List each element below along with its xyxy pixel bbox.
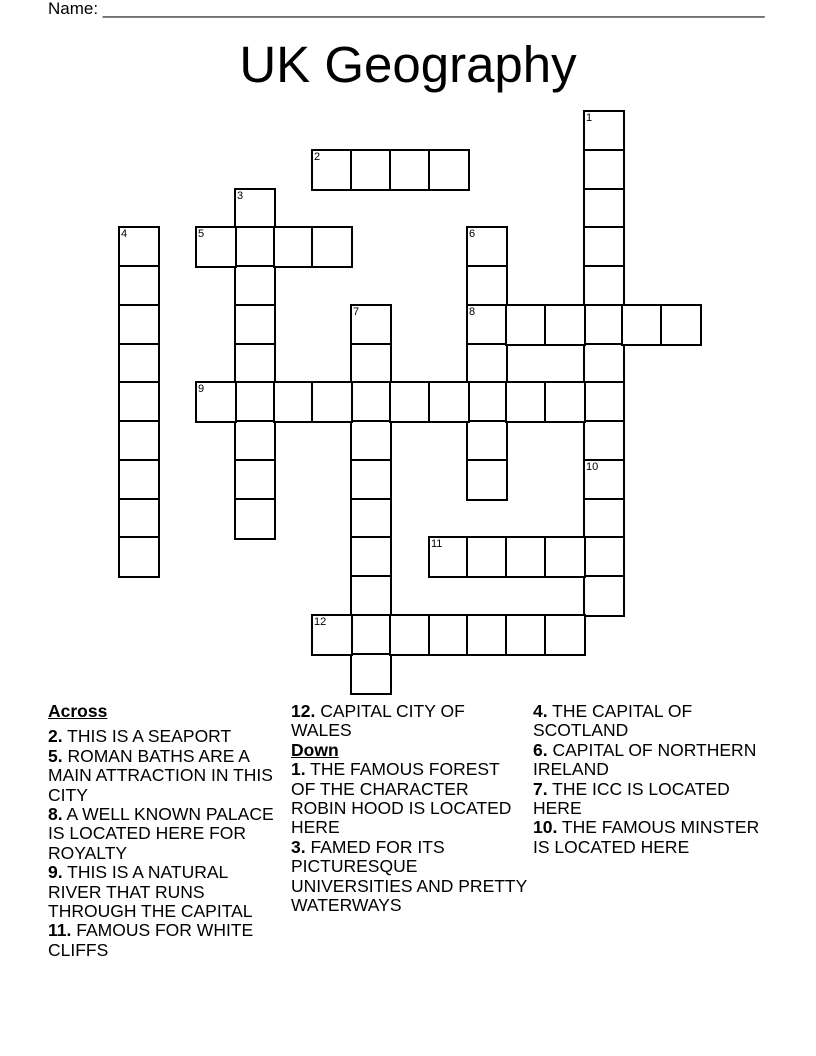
clue-number: 10. xyxy=(533,817,558,838)
across-heading: Across xyxy=(48,701,108,721)
grid-cell[interactable] xyxy=(195,381,237,423)
clue-number: 3. xyxy=(291,836,306,857)
grid-cell[interactable] xyxy=(428,614,470,656)
clue-across-9 xyxy=(48,863,284,921)
grid-cell[interactable] xyxy=(350,420,392,462)
grid-cell[interactable] xyxy=(234,188,276,230)
grid-cell[interactable] xyxy=(466,226,508,268)
grid-cell[interactable] xyxy=(583,498,625,540)
grid-cell[interactable] xyxy=(466,420,508,462)
clue-text: THE CAPITAL OF SCOTLAND xyxy=(533,701,693,741)
grid-cell[interactable] xyxy=(583,343,625,385)
cell-number: 12 xyxy=(314,616,327,628)
grid-cell[interactable] xyxy=(544,614,586,656)
name-blank-line[interactable]: ______________________________________________________________________ xyxy=(102,0,765,18)
clue-text: A WELL KNOWN PALACE IS LOCATED HERE FOR ROYALTY xyxy=(48,804,274,863)
grid-cell[interactable] xyxy=(118,420,160,462)
grid-cell[interactable] xyxy=(428,536,470,578)
grid-cell[interactable] xyxy=(466,381,508,423)
clue-text: THIS IS A SEAPORT xyxy=(62,726,232,747)
grid-cell[interactable] xyxy=(234,459,276,501)
grid-cell[interactable] xyxy=(466,304,508,346)
grid-cell[interactable] xyxy=(544,381,586,423)
grid-cell[interactable] xyxy=(118,265,160,307)
grid-cell[interactable] xyxy=(118,381,160,423)
grid-cell[interactable] xyxy=(234,498,276,540)
grid-cell[interactable] xyxy=(234,226,276,268)
grid-cell[interactable] xyxy=(428,381,470,423)
grid-cell[interactable] xyxy=(273,381,315,423)
cell-number: 8 xyxy=(469,306,476,318)
clue-text: CAPITAL CITY OF WALES xyxy=(291,701,465,741)
cell-number: 11 xyxy=(431,538,443,550)
grid-cell[interactable] xyxy=(350,304,392,346)
cell-number: 4 xyxy=(121,228,128,240)
grid-cell[interactable] xyxy=(234,343,276,385)
grid-cell[interactable] xyxy=(583,459,625,501)
grid-cell[interactable] xyxy=(583,149,625,191)
clue-column-3 xyxy=(533,702,769,857)
clue-text: THE FAMOUS FOREST OF THE CHARACTER ROBIN HOOD IS LOCATED HERE xyxy=(291,759,512,838)
grid-cell[interactable] xyxy=(273,226,315,268)
grid-cell[interactable] xyxy=(583,226,625,268)
grid-cell[interactable] xyxy=(118,304,160,346)
grid-cell[interactable] xyxy=(350,149,392,191)
clue-across-11 xyxy=(48,921,284,960)
grid-cell[interactable] xyxy=(234,420,276,462)
grid-cell[interactable] xyxy=(583,304,625,346)
grid-cell[interactable] xyxy=(466,459,508,501)
cell-number: 3 xyxy=(237,190,244,202)
grid-cell[interactable] xyxy=(350,653,392,695)
clue-number: 11. xyxy=(48,920,72,941)
grid-cell[interactable] xyxy=(234,381,276,423)
clue-column-2 xyxy=(291,702,527,915)
grid-cell[interactable] xyxy=(118,536,160,578)
grid-cell[interactable] xyxy=(195,226,237,268)
cell-number: 1 xyxy=(586,112,593,124)
grid-cell[interactable] xyxy=(311,381,353,423)
clue-text: FAMOUS FOR WHITE CLIFFS xyxy=(48,920,254,960)
clue-number: 12. xyxy=(291,701,316,721)
clue-text: FAMED FOR ITS PICTURESQUE UNIVERSITIES AND PRETTY WATERWAYS xyxy=(291,836,527,916)
grid-cell[interactable] xyxy=(311,614,353,656)
clue-text: THE ICC IS LOCATED HERE xyxy=(533,778,730,819)
grid-cell[interactable] xyxy=(428,149,470,191)
grid-cell[interactable] xyxy=(466,265,508,307)
clue-down-7 xyxy=(533,780,769,819)
clue-down-4 xyxy=(533,702,769,741)
grid-cell[interactable] xyxy=(389,381,431,423)
clue-down-3 xyxy=(291,838,527,916)
clue-down-10 xyxy=(533,818,769,857)
page-title: UK Geography xyxy=(239,36,577,93)
clue-number: 4. xyxy=(533,701,548,721)
clue-number: 8. xyxy=(48,804,63,825)
clue-number: 6. xyxy=(533,739,548,760)
grid-cell[interactable] xyxy=(466,536,508,578)
grid-cell[interactable] xyxy=(118,459,160,501)
grid-cell[interactable] xyxy=(350,459,392,501)
grid-cell[interactable] xyxy=(583,420,625,462)
grid-cell[interactable] xyxy=(350,343,392,385)
grid-cell[interactable] xyxy=(118,498,160,540)
grid-cell[interactable] xyxy=(505,614,547,656)
cell-number: 10 xyxy=(586,461,599,473)
cell-number: 6 xyxy=(469,228,476,240)
name-field[interactable] xyxy=(48,0,765,18)
grid-cell[interactable] xyxy=(118,343,160,385)
clue-number: 7. xyxy=(533,778,548,799)
cell-number: 9 xyxy=(198,383,205,395)
clue-text: THIS IS A NATURAL RIVER THAT RUNS THROUGH THE CAPITAL xyxy=(48,862,253,922)
grid-cell[interactable] xyxy=(505,304,547,346)
grid-cell[interactable] xyxy=(350,498,392,540)
grid-cell[interactable] xyxy=(583,575,625,617)
clue-number: 2. xyxy=(48,726,63,747)
grid-cell[interactable] xyxy=(311,149,353,191)
grid-cell[interactable] xyxy=(466,614,508,656)
grid-cell[interactable] xyxy=(505,381,547,423)
clue-across-12 xyxy=(291,702,527,741)
clue-across-5 xyxy=(48,747,284,805)
grid-cell[interactable] xyxy=(350,381,392,423)
grid-cell[interactable] xyxy=(389,149,431,191)
cell-number: 7 xyxy=(353,306,360,318)
grid-cell[interactable] xyxy=(118,226,160,268)
grid-cell[interactable] xyxy=(234,304,276,346)
clue-across-8 xyxy=(48,805,284,863)
clue-across-2 xyxy=(48,727,284,746)
grid-cell[interactable] xyxy=(505,536,547,578)
grid-cell[interactable] xyxy=(621,304,663,346)
down-heading: Down xyxy=(291,739,339,760)
grid-cell[interactable] xyxy=(544,304,586,346)
clue-number: 5. xyxy=(48,745,63,766)
grid-cell[interactable] xyxy=(389,614,431,656)
grid-cell[interactable] xyxy=(234,265,276,307)
grid-cell[interactable] xyxy=(660,304,702,346)
clue-down-1 xyxy=(291,760,527,838)
grid-cell[interactable] xyxy=(583,536,625,578)
grid-cell[interactable] xyxy=(544,536,586,578)
clue-down-6 xyxy=(533,741,769,780)
clue-number: 1. xyxy=(291,759,306,780)
grid-cell[interactable] xyxy=(350,614,392,656)
grid-cell[interactable] xyxy=(583,265,625,307)
clue-text: ROMAN BATHS ARE A MAIN ATTRACTION IN THIS CITY xyxy=(48,745,273,805)
grid-cell[interactable] xyxy=(583,188,625,230)
cell-number: 2 xyxy=(314,151,321,163)
name-label: Name: xyxy=(48,0,103,18)
grid-cell[interactable] xyxy=(583,110,625,152)
grid-cell[interactable] xyxy=(350,536,392,578)
grid-cell[interactable] xyxy=(311,226,353,268)
cell-number: 5 xyxy=(198,228,205,240)
grid-cell[interactable] xyxy=(466,343,508,385)
clue-column-1 xyxy=(48,702,284,960)
clue-text: THE FAMOUS MINSTER IS LOCATED HERE xyxy=(533,817,760,857)
grid-cell[interactable] xyxy=(350,575,392,617)
grid-cell[interactable] xyxy=(583,381,625,423)
clue-number: 9. xyxy=(48,862,63,883)
clue-text: CAPITAL OF NORTHERN IRELAND xyxy=(533,739,757,780)
